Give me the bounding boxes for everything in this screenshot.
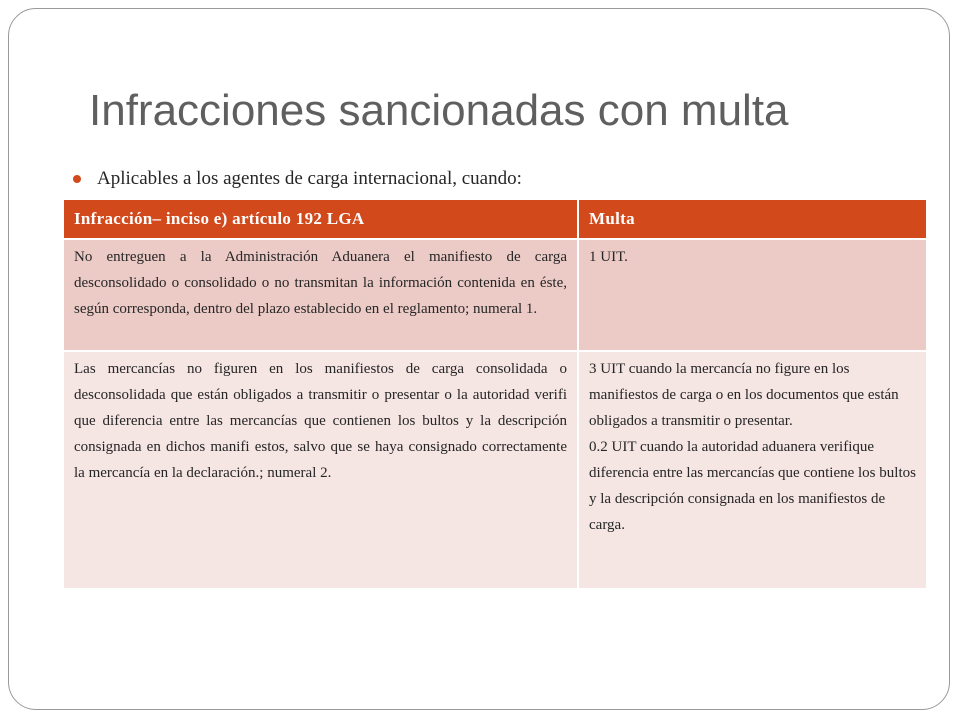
bullet-dot-icon bbox=[73, 175, 81, 183]
slide-title: Infracciones sancionadas con multa bbox=[89, 86, 789, 135]
infractions-table bbox=[64, 200, 926, 590]
header-infraccion: Infracción– inciso e) artículo 192 LGA bbox=[64, 200, 578, 239]
multa-cell bbox=[578, 351, 926, 589]
infraccion-cell: Las mercancías no figuren en los manifiestos de carga consolidada o desconsolidada que están obligados a transmitir o presentar o la autoridad verifi que diferencia entre las mercancías que contienen los bultos y la descripción consignada en dichos manifi estos, salvo que se haya consignado correctamente la mercancía en la declaración.; numeral 2. bbox=[64, 351, 578, 589]
table-header-row bbox=[64, 200, 926, 239]
multa-line: 0.2 UIT cuando la autoridad aduanera verifique diferencia entre las mercancías que contiene los bultos y la descripción consignada en los manifiestos de carga. bbox=[589, 439, 916, 533]
bullet-text: Aplicables a los agentes de carga internacional, cuando: bbox=[97, 168, 522, 189]
table-row bbox=[64, 239, 926, 351]
table-row bbox=[64, 351, 926, 589]
multa-line: 3 UIT cuando la mercancía no figure en los manifiestos de carga o en los documentos que están obligados a transmitir o presentar. bbox=[589, 361, 899, 429]
infraccion-cell: No entreguen a la Administración Aduanera el manifiesto de carga desconsolidado o consolidado o no transmitan la información contenida en éste, según corresponda, dentro del plazo establecido en el reglamento; numeral 1. bbox=[64, 239, 578, 351]
multa-cell: 1 UIT. bbox=[578, 239, 926, 351]
header-multa: Multa bbox=[578, 200, 926, 239]
